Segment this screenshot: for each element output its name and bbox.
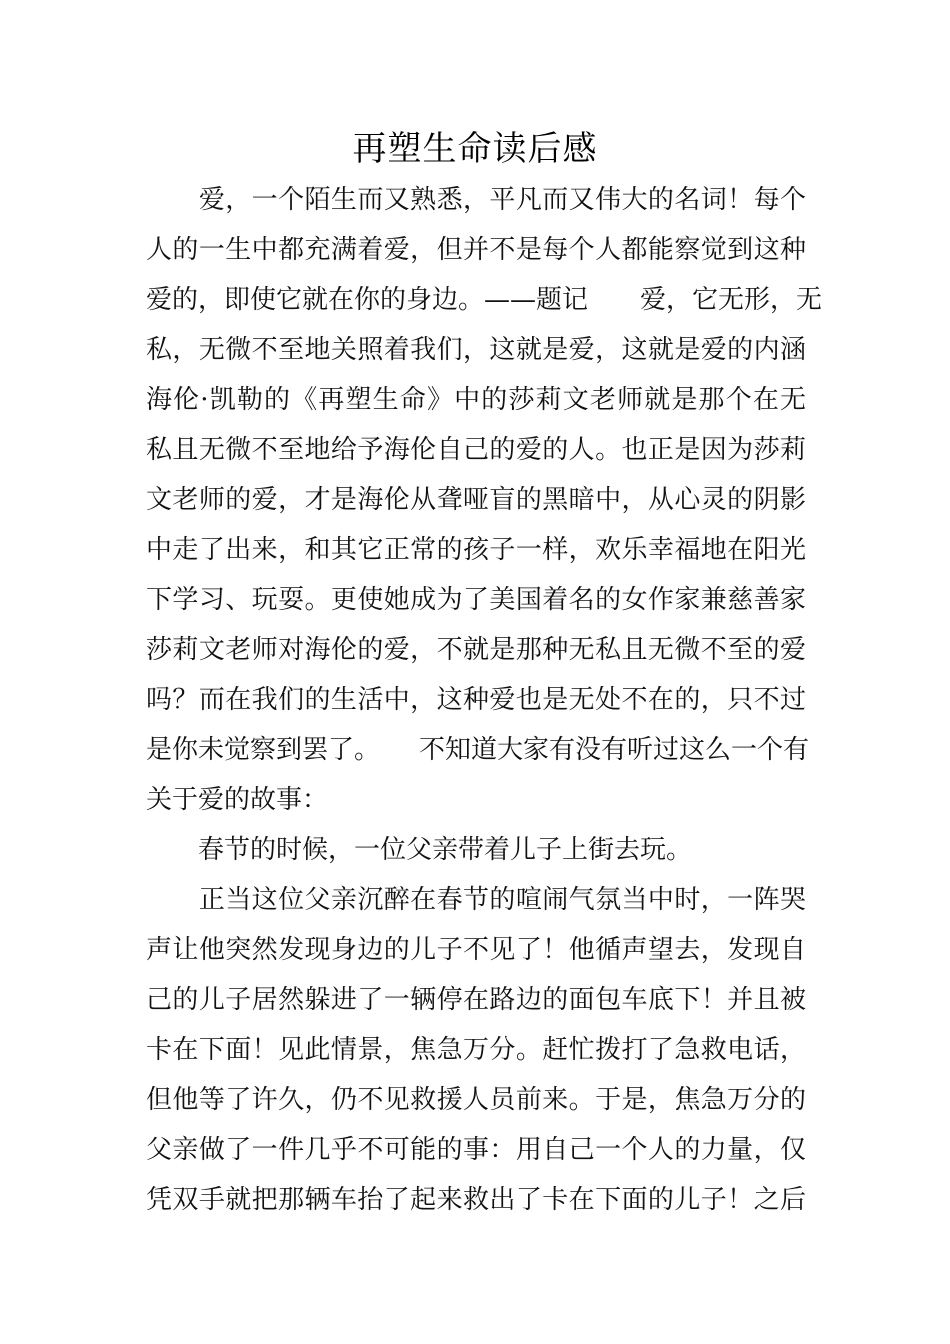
paragraph-line: 文老师的爱，才是海伦从聋哑盲的黑暗中，从心灵的阴影 bbox=[146, 485, 806, 515]
paragraph-line: 下学习、玩耍。更使她成为了美国着名的女作家兼慈善家 bbox=[146, 585, 806, 615]
paragraph-line: 正当这位父亲沉醉在春节的喧闹气氛当中时，一阵哭 bbox=[146, 885, 806, 915]
paragraph-line: 海伦·凯勒的《再塑生命》中的莎莉文老师就是那个在无 bbox=[146, 385, 806, 415]
paragraph-line: 中走了出来，和其它正常的孩子一样，欢乐幸福地在阳光 bbox=[146, 535, 806, 565]
paragraph-line: 凭双手就把那辆车抬了起来救出了卡在下面的儿子！之后 bbox=[146, 1185, 806, 1215]
paragraph-line: 爱的，即使它就在你的身边。——题记 爱，它无形，无 bbox=[146, 285, 823, 315]
paragraph-line: 莎莉文老师对海伦的爱，不就是那种无私且无微不至的爱 bbox=[146, 635, 806, 665]
document-title: 再塑生命读后感 bbox=[352, 129, 598, 169]
paragraph-line: 春节的时候，一位父亲带着儿子上街去玩。 bbox=[146, 835, 693, 865]
paragraph-line: 爱，一个陌生而又熟悉，平凡而又伟大的名词！每个 bbox=[146, 185, 806, 215]
paragraph-line: 人的一生中都充满着爱，但并不是每个人都能察觉到这种 bbox=[146, 235, 806, 265]
paragraph-line: 关于爱的故事： bbox=[146, 785, 329, 815]
paragraph-line: 吗？而在我们的生活中，这种爱也是无处不在的，只不过 bbox=[146, 685, 806, 715]
paragraph-line: 私，无微不至地关照着我们，这就是爱，这就是爱的内涵 bbox=[146, 335, 806, 365]
paragraph-line: 声让他突然发现身边的儿子不见了！他循声望去，发现自 bbox=[146, 935, 806, 965]
paragraph-line: 父亲做了一件几乎不可能的事：用自己一个人的力量，仅 bbox=[146, 1135, 806, 1165]
paragraph-line: 私且无微不至地给予海伦自己的爱的人。也正是因为莎莉 bbox=[146, 435, 806, 465]
paragraph-line: 己的儿子居然躲进了一辆停在路边的面包车底下！并且被 bbox=[146, 985, 806, 1015]
paragraph-line: 卡在下面！见此情景，焦急万分。赶忙拨打了急救电话， bbox=[146, 1035, 806, 1065]
paragraph-line: 但他等了许久，仍不见救援人员前来。于是，焦急万分的 bbox=[146, 1085, 806, 1115]
paragraph-line: 是你未觉察到罢了。 不知道大家有没有听过这么一个有 bbox=[146, 735, 810, 765]
